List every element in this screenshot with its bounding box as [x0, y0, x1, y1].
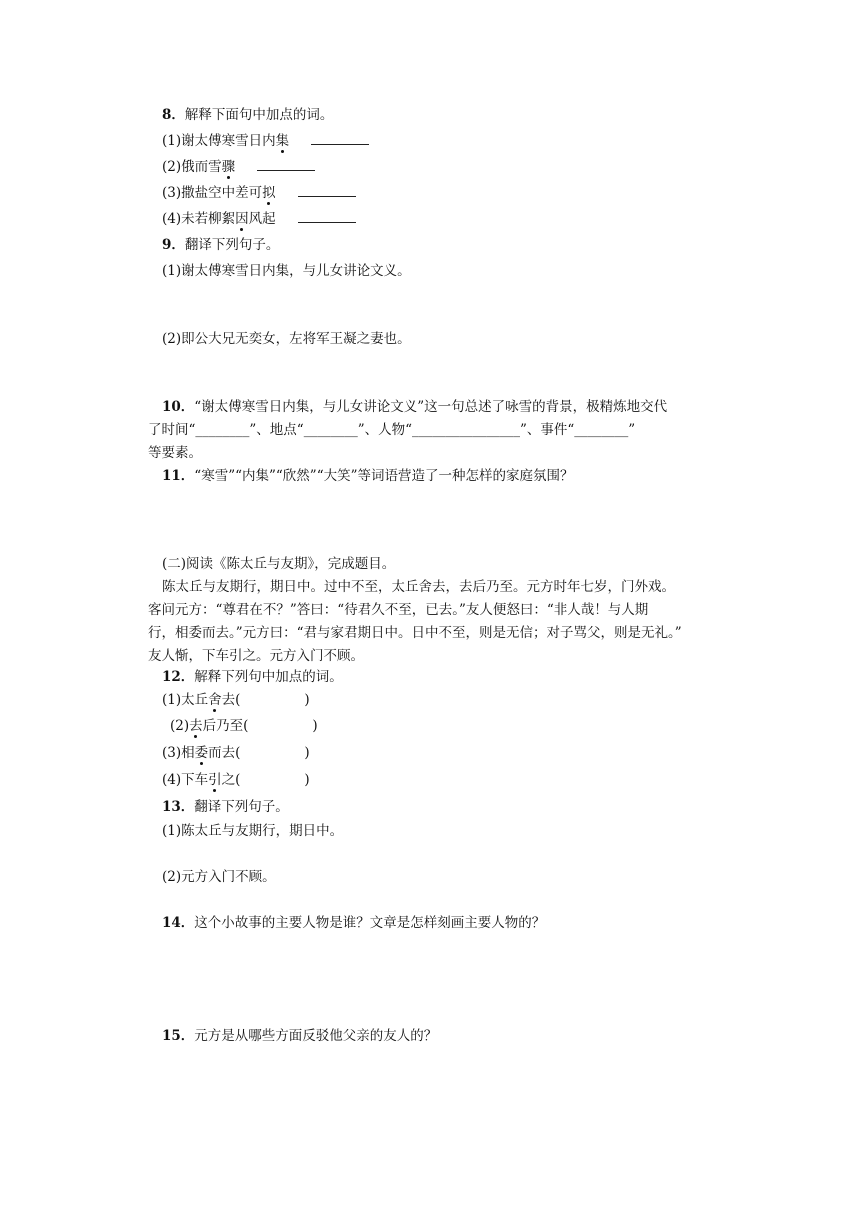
- q12-item-2-post: 后乃至(: [202, 718, 249, 734]
- q12-item-3-dotted-word: 委: [194, 745, 209, 761]
- q8-item-4: [162, 210, 356, 228]
- q15-number: 15．: [162, 1028, 195, 1044]
- passage-line-1: 陈太丘与友期行，期日中。过中不至，太丘舍去，去后乃至。元方时年七岁，门外戏。: [162, 579, 675, 595]
- q8-text: 解释下面句中加点的词。: [184, 107, 334, 123]
- q9-text: 翻译下列句子。: [184, 237, 280, 253]
- q12-item-2-close: ): [312, 718, 318, 734]
- q11-number: 11．: [162, 468, 195, 484]
- q8-item-3-pre: (3)撒盐空中差可: [162, 185, 263, 201]
- q12-item-3-pre: (3)相: [162, 745, 195, 761]
- q12-item-3-post: 而去(: [208, 745, 241, 761]
- q12-item-2-dotted-word: 去: [189, 718, 203, 734]
- q8-item-1-pre: (1)谢太傅寒雪日内: [162, 133, 276, 149]
- q12-item-4-dotted-word: 引: [208, 772, 222, 788]
- q8-item-3-answer-blank[interactable]: [298, 184, 356, 197]
- section2-title: (二)阅读《陈太丘与友期》，完成题目。: [162, 556, 396, 572]
- q11: [162, 467, 574, 485]
- q14-number: 14．: [162, 915, 195, 931]
- q12-item-4-post: 之(: [221, 772, 241, 788]
- q8-item-2-dotted-word: 骤: [221, 159, 236, 175]
- q12-item-1-close: ): [304, 692, 310, 708]
- q12-item-1: [162, 691, 310, 709]
- q13-text: 翻译下列句子。: [194, 799, 289, 815]
- q12-stem: [162, 668, 343, 686]
- q15-text: 元方是从哪些方面反驳他父亲的友人的？: [194, 1028, 438, 1044]
- q14: [162, 914, 545, 932]
- q14-text: 这个小故事的主要人物是谁？文章是怎样刻画主要人物的？: [194, 915, 546, 931]
- q10-line-1-text: “谢太傅寒雪日内集，与儿女讲论文义”这一句总述了咏雪的背景，极精炼地交代: [194, 399, 668, 415]
- q13-number: 13．: [162, 799, 195, 815]
- q13-item-1: (1)陈太丘与友期行，期日中。: [162, 823, 344, 839]
- passage-line-4: 友人惭，下车引之。元方入门不顾。: [148, 648, 364, 664]
- q9-item-1: (1)谢太傅寒雪日内集，与儿女讲论文义。: [162, 263, 411, 279]
- q12-item-2-pre: (2): [170, 718, 190, 734]
- q8-item-4-dotted-word: 因: [235, 211, 249, 227]
- q10-line-1: [148, 398, 667, 416]
- q8-item-3: [162, 184, 356, 202]
- q10-line-2: 了时间“________”、地点“________”、人物“________________”、事件“________”: [148, 422, 636, 438]
- passage-line-3: 行，相委而去。”元方曰：“君与家君期日中。日中不至，则是无信；对子骂父，则是无礼。”: [148, 625, 682, 641]
- q12-item-3-close: ): [304, 745, 310, 761]
- q8-item-1-dotted-word: 集: [275, 133, 290, 149]
- q8-item-3-dotted-word: 拟: [262, 185, 276, 201]
- q12-item-1-post: 去(: [221, 692, 241, 708]
- q9-stem: [162, 236, 279, 254]
- q12-number: 12．: [162, 669, 195, 685]
- q13-item-2: (2)元方入门不顾。: [162, 869, 276, 885]
- q12-item-1-pre: (1)太丘: [162, 692, 209, 708]
- q8-item-1: [162, 132, 369, 150]
- q12-item-3: [162, 744, 310, 762]
- passage-line-2: 客问元方：“尊君在不？”答曰：“待君久不至，已去。”友人便怒曰：“非人哉！与人期: [148, 602, 649, 618]
- q12-text: 解释下列句中加点的词。: [194, 669, 343, 685]
- q8-item-2-pre: (2)俄而雪: [162, 159, 222, 175]
- q11-text: “寒雪”“内集”“欣然”“大笑”等词语营造了一种怎样的家庭氛围？: [194, 468, 574, 484]
- q8-number: 8．: [162, 107, 185, 123]
- q10-number: 10．: [162, 399, 195, 415]
- q15: [162, 1027, 437, 1045]
- q8-item-4-answer-blank[interactable]: [298, 210, 356, 223]
- q8-stem: [162, 106, 333, 124]
- q8-item-2: [162, 158, 315, 176]
- q8-item-1-answer-blank[interactable]: [311, 132, 369, 145]
- q9-item-2: (2)即公大兄无奕女，左将军王凝之妻也。: [162, 331, 411, 347]
- q9-number: 9．: [162, 237, 185, 253]
- q12-item-4-close: ): [304, 772, 310, 788]
- q10-line-3: 等要素。: [148, 445, 202, 461]
- q8-item-4-post: 风起: [248, 211, 276, 227]
- q12-item-4-pre: (4)下车: [162, 772, 209, 788]
- q12-item-2: [170, 717, 318, 735]
- q12-item-1-dotted-word: 舍: [208, 692, 222, 708]
- q8-item-2-answer-blank[interactable]: [257, 158, 315, 171]
- q12-item-4: [162, 771, 310, 789]
- q13-stem: [162, 798, 289, 816]
- q8-item-4-pre: (4)未若柳絮: [162, 211, 236, 227]
